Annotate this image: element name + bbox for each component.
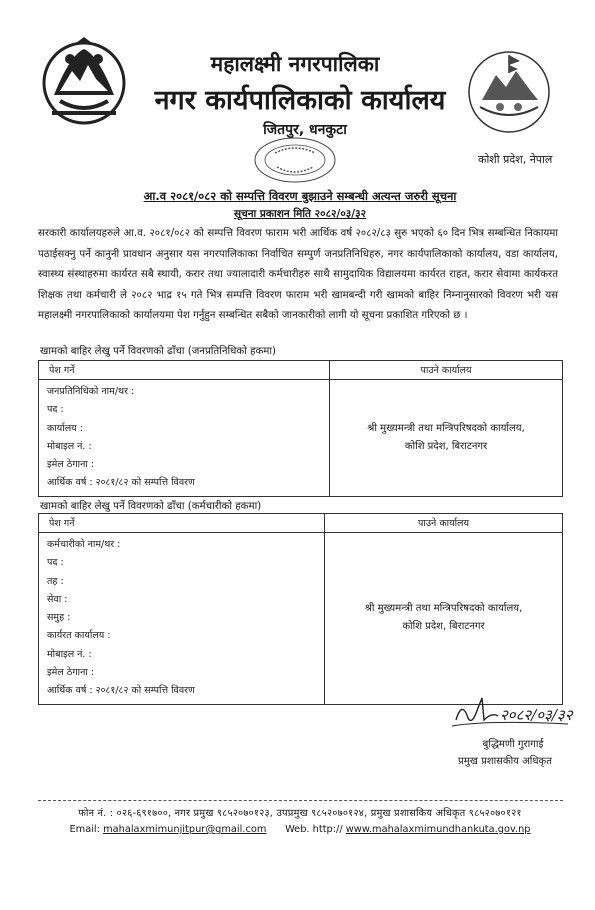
form2-recipient-office: [325, 533, 563, 705]
footer-phone: फोन नं. : ०२६-६९१७००, नगर प्रमुख ९८५२०७०१२३, उपप्रमुख ९८५२०७०१२४, प्रमुख प्रशासकिय अधिकृत ९८५२०७०१२१: [78, 808, 522, 819]
website-link[interactable]: www.mahalaxmimundhankuta.gov.np: [345, 824, 531, 835]
form2-office-line1: श्री मुख्यमन्त्री तथा मन्त्रिपरिषदको कार्यालय,: [364, 603, 523, 615]
notice-body: सरकारी कार्यालयहरुले आ.व. २०८१/०८२ को सम्पत्ति विवरण फाराम भरी आर्थिक वर्ष २०८२/८३ सुरु भएको ६० दिन भित्र सम्बन्धित निकायमा पठाईसक्नु पर्ने कानुनी प्रावधान अनुसार यस नगरपालिकाका निर्वाचित सम्पुर्ण जनप्रतिनिधिहरु, नगर कार्यपालिकाको कार्यालय, वडा कार्यालय, स्वास्थ्य संस्थाहरुमा कार्यरत सबै स्थायी, करार तथा ज्यालादारी कर्मचारीहरु साथै सामुदायिक विद्यालयमा कार्यरत राहत, करार सेवामा कार्यकरत शिक्षक तथा कर्मचारी ले २०८२ भाद्र १५ गते भित्र सम्पत्ति विवरण फाराम भरी खामबन्दी गरी खामको बाहिर निम्नानुसारको विवरण भरी यस महालक्ष्मी नगरपालिकाको कार्यालयमा पेश गर्नुहुन सम्बन्धित सबैको जानकारीको लागी यो सूचना प्रकाशित गरिएको छ ।: [38, 228, 558, 322]
footer-web-row: [35, 824, 565, 835]
municipality-logo-icon: [462, 45, 557, 140]
form2-field: सेवा :: [47, 593, 68, 605]
form1-field: इमेल ठेगाना :: [47, 459, 95, 471]
form1-caption: खामको बाहिर लेखु पर्ने विवरणको ढाँचा (जनप्रतिनिधिको हकमा): [40, 346, 277, 357]
email-label: Email:: [69, 824, 100, 835]
office-name: नगर कार्यपालिकाको कार्यालय: [154, 85, 446, 116]
municipality-name: महालक्ष्मी नगरपालिका: [210, 52, 380, 76]
form1-field: कार्यालय :: [47, 422, 83, 434]
signer-name: बुद्धिमणी गुरागाई: [482, 739, 544, 750]
form2-office-line2: कोशि प्रदेश, बिराटनगर: [402, 621, 485, 633]
email-link[interactable]: mahalaxmimunjitpur@gmail.com: [103, 824, 267, 835]
representative-envelope-table: [38, 360, 563, 497]
form2-field: इमेल ठेगाना :: [47, 667, 95, 679]
form2-fields: [39, 533, 325, 705]
office-stamp-icon: [235, 135, 355, 185]
form2-field: आर्थिक वर्ष : २०८१/८२ को सम्पत्ति विवरण: [47, 685, 195, 697]
form1-recipient-office: [330, 380, 563, 497]
office-location: जितपुर, धनकुटा: [263, 122, 347, 138]
web-label: Web. http://: [285, 824, 343, 835]
footer-divider: [38, 800, 563, 803]
form1-fields: [39, 380, 330, 497]
form2-field: मोबाइल नं. :: [47, 648, 92, 660]
form1-right-header: पाउने कार्यालय: [330, 361, 563, 380]
form2-caption: खामको बाहिर लेखु पर्ने विवरणको ढाँचा (कर्मचारीको हकमा): [40, 501, 262, 512]
form1-field: आर्थिक वर्ष : २०८१/८२ को सम्पत्ति विवरण: [47, 477, 195, 489]
notice-title: आ.व २०८१/०८२ को सम्पत्ति विवरण बुझाउने सम्बन्धी अत्यन्त जरुरी सूचना: [143, 189, 457, 203]
form2-field: कर्मचारीको नाम/थर :: [47, 539, 121, 550]
province-country: कोशी प्रदेश, नेपाल: [478, 153, 553, 166]
signature-icon: [448, 690, 578, 732]
form2-field: तह :: [47, 575, 64, 587]
nepal-emblem-icon: [40, 35, 128, 127]
form1-field: मोबाइल नं. :: [47, 440, 92, 452]
form1-field: पद :: [47, 404, 64, 416]
form1-office-line2: कोशि प्रदेश, बिराटनगर: [404, 440, 488, 452]
form2-field: कार्यरत कार्यालय :: [47, 630, 111, 642]
handwritten-date: २०८२/०३/३२: [500, 706, 573, 724]
signer-designation: प्रमुख प्रशासकीय अधिकृत: [458, 756, 552, 767]
form2-field: पद :: [47, 557, 64, 569]
form1-field: जनप्रतिनिधिको नाम/थर :: [47, 386, 135, 397]
notice-date: सूचना प्रकाशन मिति २०८२/०३/३२: [233, 208, 367, 220]
employee-envelope-table: [38, 513, 563, 705]
form2-field: समुह :: [47, 612, 71, 624]
form1-left-header: पेश गर्ने: [39, 361, 330, 380]
form2-left-header: पेश गर्ने: [39, 514, 325, 533]
form1-office-line1: श्री मुख्यमन्त्री तथा मन्त्रिपरिषदको कार्यालय,: [367, 422, 525, 434]
form2-right-header: पाउने कार्यालय: [325, 514, 563, 533]
